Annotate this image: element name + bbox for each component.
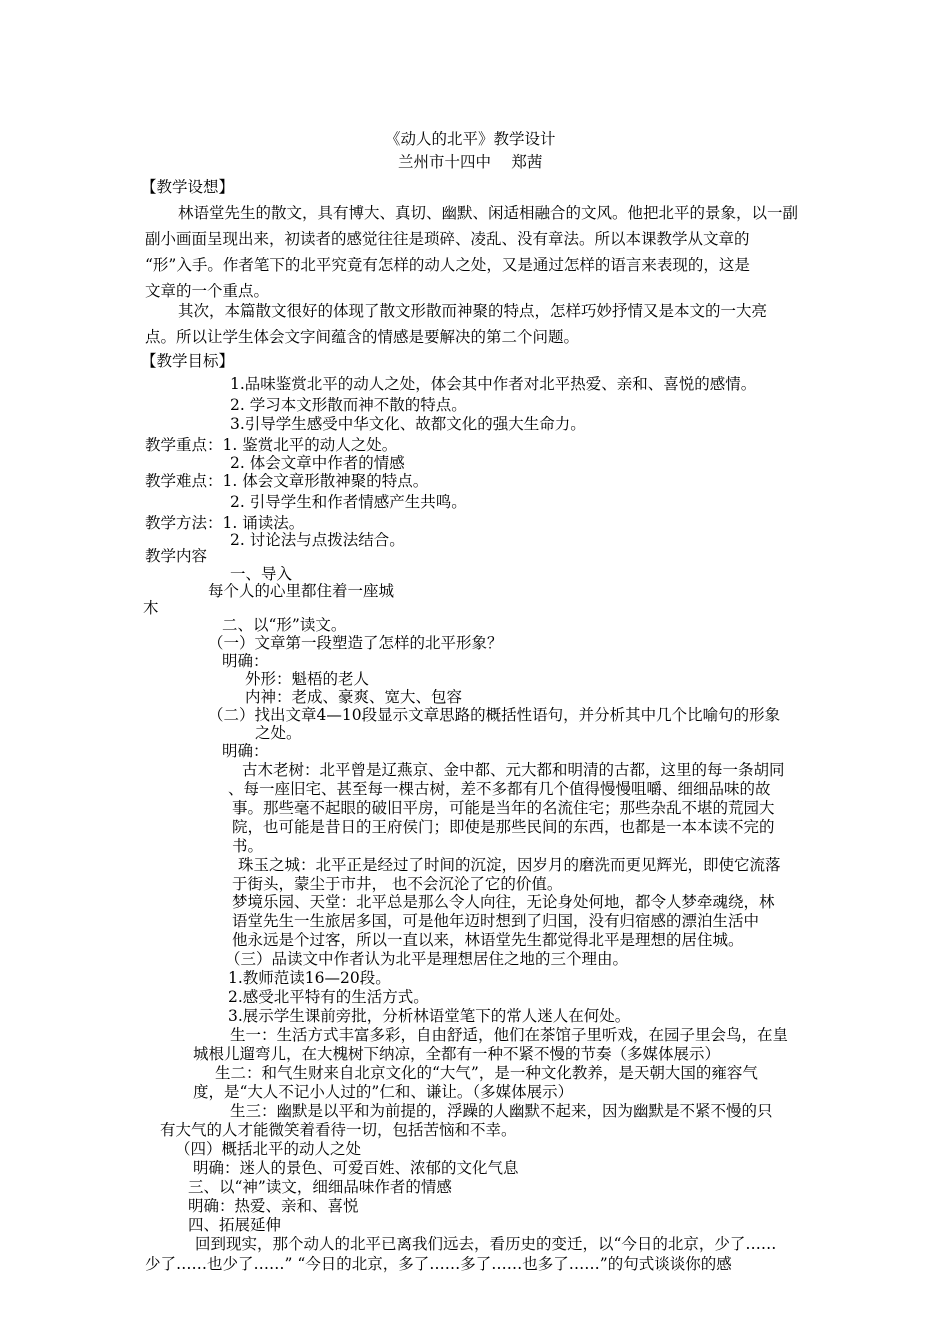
paragraph-line: “形”入手。作者笔下的北平究竟有怎样的动人之处，又是通过怎样的语言来表现的，这是 (145, 256, 750, 274)
author-line: 兰州市十四中 郑茜 (398, 153, 543, 171)
body-line: 院，也可能是昔日的王府侯门；即使是那些民间的东西，也都是一本本读不完的 (232, 818, 775, 836)
question-line: 之处。 (255, 724, 302, 742)
objective-item: 1.品味鉴赏北平的动人之处，体会其中作者对北平热爱、亲和、喜悦的感情。 (230, 375, 757, 393)
body-line: 于街头，蒙尘于市井， 也不会沉沦了它的价值。 (232, 875, 563, 893)
body-line: 事。那些毫不起眼的破旧平房，可能是当年的名流住宅；那些杂乱不堪的荒园大 (232, 799, 775, 817)
body-line: 明确： (222, 742, 269, 760)
body-line: 古木老树：北平曾是辽燕京、金中都、元大都和明清的古都，这里的每一条胡同 (242, 761, 785, 779)
body-line: 外形：魁梧的老人 (245, 670, 370, 688)
question-line: （一）文章第一段塑造了怎样的北平形象？ (208, 634, 503, 652)
body-line: 明确：迷人的景色、可爱百姓、浓郁的文化气息 (193, 1159, 519, 1177)
step-heading: 三、以“神”读文，细细品味作者的情感 (188, 1178, 452, 1196)
paragraph-line: 文章的一个重点。 (145, 282, 270, 300)
body-line: 生三：幽默是以平和为前提的，浮躁的人幽默不起来，因为幽默是不紧不慢的只 (230, 1102, 773, 1120)
key-point-line: 教学重点：1. 鉴赏北平的动人之处。 (145, 436, 398, 454)
question-line: （四）概括北平的动人之处 (175, 1140, 362, 1158)
body-line: 珠玉之城：北平正是经过了时间的沉淀，因岁月的磨洗而更见辉光，即使它流落 (238, 856, 781, 874)
method-line: 教学方法：1. 诵读法。 (145, 514, 305, 532)
question-line: （三）品读文中作者认为北平是理想居住之地的三个理由。 (225, 950, 629, 968)
objective-item: 3.引导学生感受中华文化、故都文化的强大生命力。 (230, 415, 586, 433)
body-line: 少了……也少了……” “今日的北京，多了……多了……也多了……”的句式谈谈你的感 (145, 1255, 732, 1273)
body-line: 生二：和气生财来自北京文化的“大气”，是一种文化教养，是天朝大国的雍容气 (215, 1064, 758, 1082)
body-line: 他永远是个过客，所以一直以来，林语堂先生都觉得北平是理想的居住城。 (232, 931, 744, 949)
paragraph-line: 其次，本篇散文很好的体现了散文形散而神聚的特点，怎样巧妙抒情又是本文的一大亮 (178, 302, 768, 320)
question-line: （二）找出文章4—10段显示文章思路的概括性语句，并分析其中几个比喻句的形象 (208, 706, 781, 724)
body-line: 回到现实，那个动人的北平已离我们远去，看历史的变迁，以“今日的北京，少了…… (195, 1235, 777, 1253)
method-line: 2. 讨论法与点拨法结合。 (230, 531, 405, 549)
body-line: 城根儿遛弯儿，在大槐树下纳凉，全都有一种不紧不慢的节奏（多媒体展示） (193, 1045, 721, 1063)
objective-item: 2. 学习本文形散而神不散的特点。 (230, 396, 467, 414)
body-line: 明确： (222, 652, 269, 670)
body-line: 语堂先生一生旅居多国，可是他年迈时想到了归国，没有归宿感的漂泊生活中 (232, 912, 760, 930)
step-heading: 一、导入 (230, 565, 293, 583)
body-line: 木 (143, 599, 159, 617)
body-line: 度，是“大人不记小人过的”仁和、谦让。（多媒体展示） (193, 1083, 574, 1101)
body-line: 1.教师范读16—20段。 (228, 969, 391, 987)
paragraph-line: 副小画面呈现出来，初读者的感觉往往是琐碎、凌乱、没有章法。所以本课教学从文章的 (145, 230, 750, 248)
content-heading: 教学内容 (145, 547, 208, 565)
paragraph-line: 林语堂先生的散文，具有博大、真切、幽默、闲适相融合的文风。他把北平的景象，以一副 (178, 204, 799, 222)
body-line: 书。 (232, 837, 264, 855)
document-title: 《动人的北平》教学设计 (385, 130, 556, 148)
body-line: 每个人的心里都住着一座城 (208, 582, 395, 600)
body-line: 梦境乐园、天堂：北平总是那么令人向往，无论身处何地，都令人梦牵魂绕，林 (232, 893, 775, 911)
body-line: 、每一座旧宅、甚至每一棵古树，差不多都有几个值得慢慢咀嚼、细细品味的故 (228, 780, 771, 798)
section-heading: 【教学目标】 (141, 352, 235, 370)
step-heading: 二、以“形”读文。 (222, 616, 347, 634)
section-heading: 【教学设想】 (141, 178, 235, 196)
body-line: 有大气的人才能微笑着看待一切，包括苦恼和不幸。 (160, 1121, 517, 1139)
difficulty-line: 2. 引导学生和作者情感产生共鸣。 (230, 493, 467, 511)
body-line: 内神：老成、豪爽、宽大、包容 (245, 688, 463, 706)
body-line: 2.感受北平特有的生活方式。 (228, 988, 429, 1006)
step-heading: 四、拓展延伸 (188, 1216, 282, 1234)
paragraph-line: 点。所以让学生体会文字间蕴含的情感是要解决的第二个问题。 (145, 328, 580, 346)
difficulty-line: 教学难点：1. 体会文章形散神聚的特点。 (145, 472, 429, 490)
body-line: 3.展示学生课前旁批，分析林语堂笔下的常人迷人在何处。 (228, 1007, 631, 1025)
key-point-line: 2. 体会文章中作者的情感 (230, 454, 405, 472)
body-line: 明确：热爱、亲和、喜悦 (188, 1197, 359, 1215)
body-line: 生一：生活方式丰富多彩，自由舒适，他们在茶馆子里听戏，在园子里会鸟，在皇 (230, 1026, 789, 1044)
